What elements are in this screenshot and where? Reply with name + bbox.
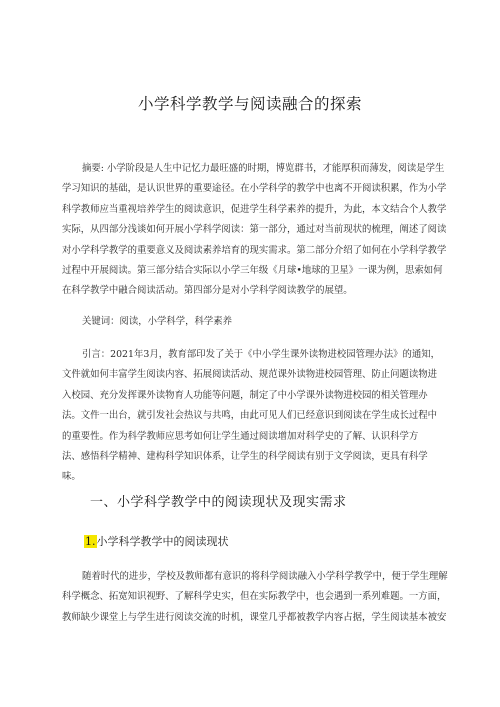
page-title: 小学科学教学与阅读融合的探索 xyxy=(137,95,362,113)
intro-line: 法。文件一出台，就引发社会热议与共鸣，由此可见人们已经意识到阅读在学生成长过程中 xyxy=(62,410,438,422)
abstract-paragraph xyxy=(62,159,448,302)
abstract-line: 在科学教学中融合阅读活动。第四部分是对小学科学阅读教学的展望。 xyxy=(62,285,353,297)
intro-line: 味。 xyxy=(62,471,81,483)
body-line: 随着时代的进步，学校及教师都有意识的将科学阅读融入小学科学教学中，便于学生理解 xyxy=(82,571,448,582)
abstract-line: 实际，从四部分浅谈如何开展小学科学阅读：第一部分，通过对当前现状的梳理，阐述了阅读 xyxy=(62,224,447,236)
keywords-line: 关键词：阅读，小学科学，科学素养 xyxy=(82,316,233,327)
subsection-number-highlighted: 1. xyxy=(85,535,96,548)
abstract-line: 过程中开展阅读。第三部分结合实际以小学三年级《月球•地球的卫星》一课为例，思索如何 xyxy=(62,265,443,277)
body-line: 科学概念、拓宽知识视野、了解科学史实，但在实际教学中，也会遇到一系列难题。一方面， xyxy=(62,591,447,603)
subsection-title: 小学科学教学中的阅读现状 xyxy=(96,535,229,548)
abstract-line: 摘要: 小学阶段是人生中记忆力最旺盛的时期，博览群书，才能厚积而薄发，阅读是学生 xyxy=(82,163,445,174)
abstract-line: 对小学科学教学的重要意义及阅读素养培育的现实需求。第二部分介绍了如何在小学科学教学 xyxy=(62,244,447,256)
section-body-paragraph xyxy=(62,567,448,628)
intro-line: 的重要性。作为科学教师应思考如何让学生通过阅读增加对科学史的了解、认识科学方 xyxy=(62,430,419,442)
subsection-heading xyxy=(84,533,229,549)
keywords xyxy=(82,312,468,332)
intro-line: 法、感悟科学精神、建构科学知识体系，让学生的科学阅读有别于文学阅读，更具有科学 xyxy=(62,451,428,463)
intro-line: 引言：2021年3月，教育部印发了关于《中小学生课外读物进校园管理办法》的通知， xyxy=(82,349,440,360)
section-heading: 一、小学科学教学中的阅读现状及现实需求 xyxy=(90,495,347,510)
introduction-paragraph xyxy=(62,345,448,488)
intro-line: 入校园、充分发挥课外读物育人功能等问题，制定了中小学课外读物进校园的相关管理办 xyxy=(62,389,428,401)
intro-line: 文件就如何丰富学生阅读内容、拓展阅读活动、规范课外读物进校园管理、防止问题读物进 xyxy=(62,369,438,381)
body-line: 教师缺少课堂上与学生进行阅读交流的时机，课堂几乎都被教学内容占据，学生阅读基本被安 xyxy=(62,611,447,623)
abstract-line: 科学教师应当重视培养学生的阅读意识，促进学生科学素养的提升，为此，本文结合个人教学 xyxy=(62,203,447,215)
abstract-line: 学习知识的基础，是认识世界的重要途径。在小学科学的教学中也离不开阅读积累，作为小学 xyxy=(62,183,447,195)
